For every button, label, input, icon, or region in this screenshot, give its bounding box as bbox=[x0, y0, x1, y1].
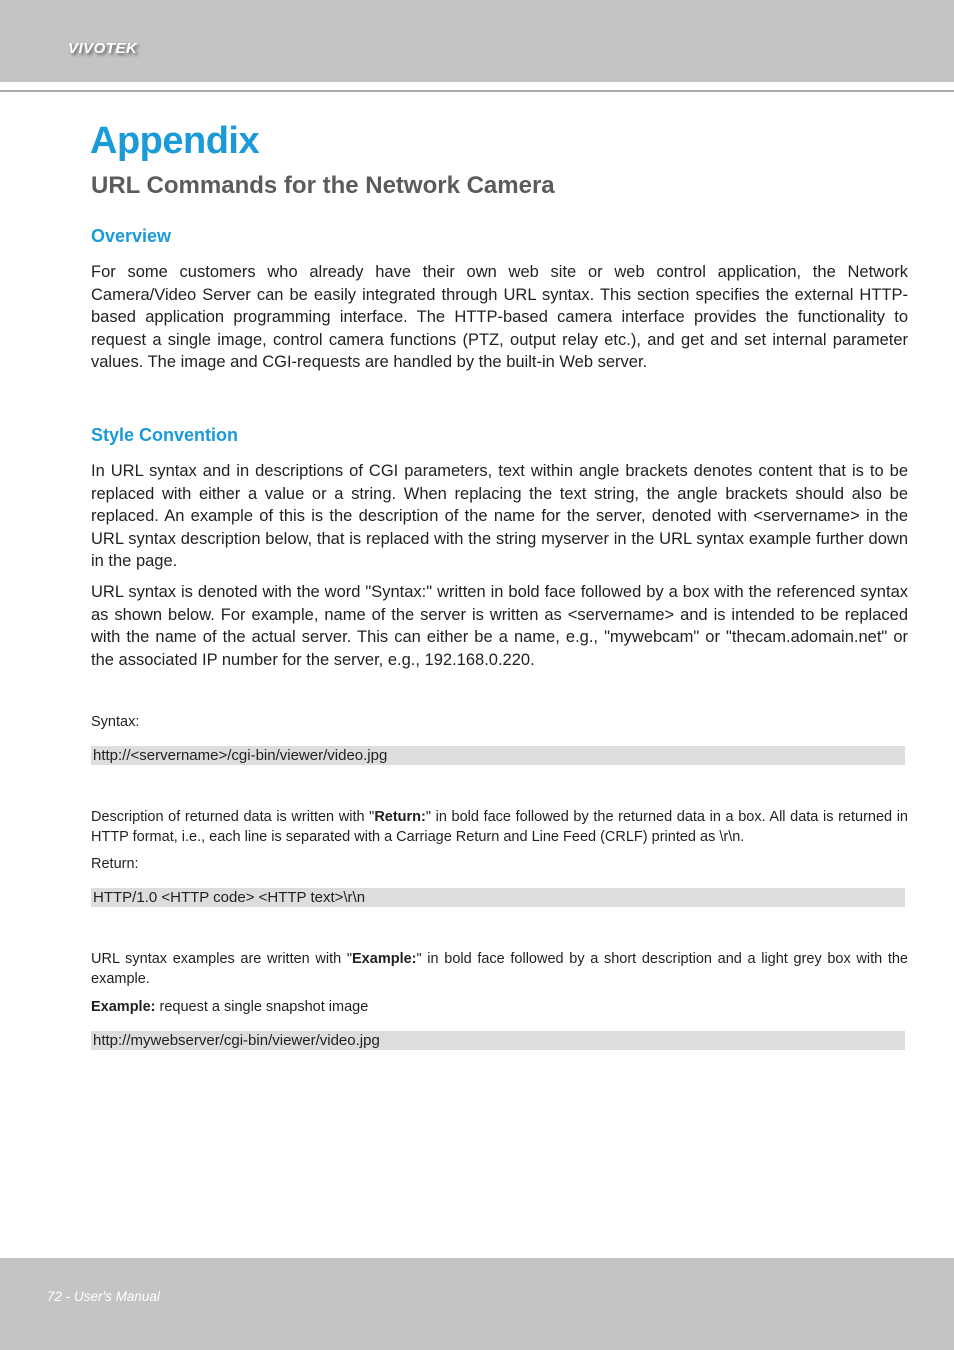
header-band bbox=[0, 0, 954, 82]
example-desc-before: URL syntax examples are written with " bbox=[91, 951, 353, 967]
page-subtitle: URL Commands for the Network Camera bbox=[91, 172, 555, 199]
footer-band bbox=[0, 1258, 954, 1350]
return-desc-before: Description of returned data is written with " bbox=[91, 809, 375, 825]
footer-page-label: 72 - User's Manual bbox=[47, 1289, 160, 1304]
brand-logo: VIVOTEK bbox=[68, 40, 138, 57]
header-divider bbox=[0, 90, 954, 92]
style-convention-paragraph-1: In URL syntax and in descriptions of CGI parameters, text within angle brackets denotes content that is to be replaced with either a value or a string. When replacing the text string, the angle brackets should also be replaced. An example of this is the description of the name for the server, denoted with <servername> in the URL syntax description below, that is replaced with the string myserver in the URL syntax example further down in the page. bbox=[91, 462, 908, 571]
style-convention-heading: Style Convention bbox=[91, 425, 239, 445]
style-convention-paragraph-2: URL syntax is denoted with the word "Syntax:" written in bold face followed by a box with the referenced syntax as shown below. For example, name of the server is written as <servername> and is intended to be replaced with the name of the actual server. This can either be a name, e.g., "mywebcam" or "thecam.adomain.net" or the associated IP number for the server, e.g., 192.168.0.220. bbox=[91, 583, 908, 669]
return-code-box: HTTP/1.0 <HTTP code> <HTTP text>\r\n bbox=[91, 888, 905, 907]
page-title: Appendix bbox=[90, 120, 260, 162]
example-desc-bold: Example: bbox=[352, 951, 417, 967]
example-desc-after: " in bold face followed by a short description and a light grey box with the example. bbox=[91, 951, 908, 987]
syntax-code-box: http://<servername>/cgi-bin/viewer/video.jpg bbox=[91, 746, 905, 765]
syntax-label: Syntax: bbox=[91, 714, 140, 730]
example-code-box: http://mywebserver/cgi-bin/viewer/video.jpg bbox=[91, 1031, 905, 1050]
example-label bbox=[91, 998, 908, 1018]
return-desc-bold: Return: bbox=[374, 809, 426, 825]
return-label: Return: bbox=[91, 856, 139, 872]
return-desc-after: " in bold face followed by the returned data in a box. All data is returned in HTTP format, i.e., each line is separated with a Carriage Return and Line Feed (CRLF) printed as \r\n. bbox=[91, 809, 908, 845]
example-label-bold: Example: bbox=[91, 999, 156, 1015]
overview-paragraph: For some customers who already have their own web site or web control application, the Network Camera/Video Server can be easily integrated through URL syntax. This section specifies the external HTTP-based application programming interface. The HTTP-based camera interface provides the functionality to request a single image, control camera functions (PTZ, output relay etc.), and get and set internal parameter values. The image and CGI-requests are handled by the built-in Web server. bbox=[91, 263, 908, 372]
overview-heading: Overview bbox=[91, 226, 172, 246]
example-description bbox=[91, 950, 908, 989]
example-label-text: request a single snapshot image bbox=[155, 999, 369, 1015]
return-description bbox=[91, 808, 908, 847]
